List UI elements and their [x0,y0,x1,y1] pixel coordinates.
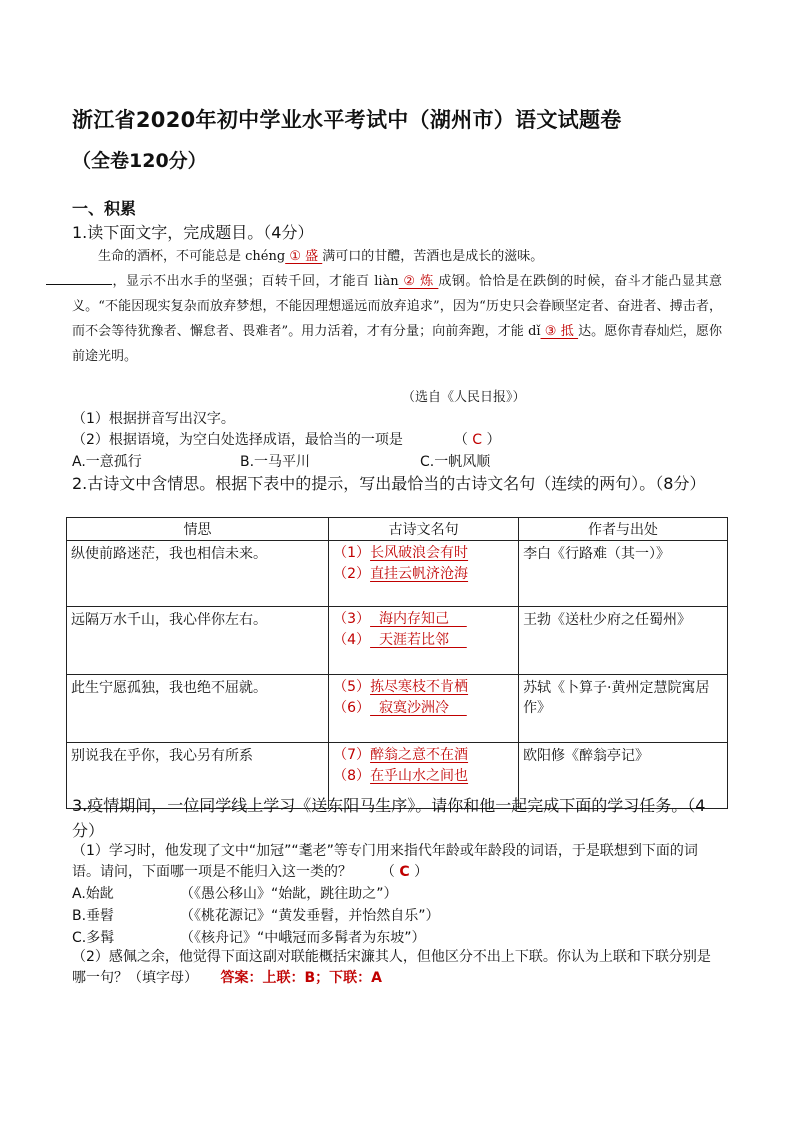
answer-bracket: （ [380,864,400,880]
question-3-prompt: 3.疫情期间，一位同学线上学习《送东阳马生序》。请你和他一起完成下面的学习任务。（4分） [72,796,706,840]
question-1-sub-1: （1）根据拼音写出汉字。 [72,411,235,427]
answer-letter: C [472,432,483,448]
answer-bracket: ） [409,864,429,880]
answer-blank-2: ② 炼 [398,274,439,289]
answer-blank-3: ③ 抵 [540,324,579,339]
table-row [67,541,728,607]
question-3-sub-2 [72,947,722,989]
passage-text: 满可口的甘醴，苦酒也是成长的滋味。 [322,249,544,264]
idiom-blank [46,270,112,285]
sub-1-text: （1）学习时，他发现了文中“加冠”“耄老”等专门用来指代年龄或年龄段的词语，于是联想到下面的词语。请问，下面哪一项是不能归入这一类的？ [72,843,698,880]
quote-line: （2）直挂云帆济沧海 [333,566,469,582]
option-a: A.始龀 [72,886,114,902]
exam-title: 浙江省2020年初中学业水平考试中（湖州市）语文试题卷 [72,108,622,132]
source-cell: 欧阳修《醉翁亭记》 [519,743,728,809]
passage-source: （选自《人民日报》） [402,390,526,405]
answer-blank-1: ① 盛 [285,249,323,264]
section-heading: 一、积累 [72,199,137,218]
question-1-passage [72,244,722,369]
quote-line: （8）在乎山水之间也 [333,768,469,784]
poem-table [66,517,728,809]
source-cell: 王勃《送杜少府之任蜀州》 [519,607,728,675]
option-b-note: （《桃花源记》“黄发垂髫，并怡然自乐”） [180,908,440,924]
feeling-cell: 远隔万水千山，我心伴你左右。 [67,607,329,675]
feeling-cell: 纵使前路迷茫，我也相信未来。 [67,541,329,607]
table-header-row [67,518,728,541]
table-row [67,675,728,743]
answer-bracket: ） [482,432,501,448]
feeling-cell: 此生宁愿孤独，我也绝不屈就。 [67,675,329,743]
quote-cell [329,675,519,743]
exam-subtitle: （全卷120分） [72,150,207,172]
header-cell: 情思 [67,518,329,541]
feeling-cell: 别说我在乎你，我心另有所系 [67,743,329,809]
option-a-note: （《愚公移山》“始龀，跳往助之”） [180,886,398,902]
source-cell: 李白《行路难（其一）》 [519,541,728,607]
quote-line: （5）拣尽寒枝不肯栖 [333,679,469,695]
option-a: A.一意孤行 [72,454,142,470]
option-b: B.一马平川 [240,454,311,470]
header-cell: 作者与出处 [519,518,728,541]
question-1-prompt: 1.读下面文字，完成题目。（4分） [72,223,314,242]
option-b: B.垂髫 [72,908,115,924]
answer-bracket: （ [453,432,473,448]
option-c: C.一帆风顺 [420,454,491,470]
header-cell: 古诗文名句 [329,518,519,541]
answer-letter: C [399,864,410,880]
quote-line: （1）长风破浪会有时 [333,545,469,561]
passage-text: 成钢。恰恰是在跌倒的时候，奋斗才能凸显其意义。“不能因现实复杂而放弃梦想，不能因理想遥远而放弃追求”，因为“历史只会眷顾坚定者、奋进者、搏击者，而不会等待犹豫者、懈怠者、畏难者”。用力活着，才有分量；向前奔跑，才能 dǐ [72,274,722,339]
answer-text: 答案：上联：B；下联：A [220,970,382,986]
quote-line: （4） 天涯若比邻 [333,632,467,648]
quote-cell [329,541,519,607]
question-1-sub-2 [72,429,501,449]
sub-2-text: （2）感佩之余，他觉得下面这副对联能概括宋濂其人，但他区分不出上下联。你认为上联和下联分别是哪一句？（填字母） [72,949,711,986]
quote-line: （6） 寂寞沙洲冷 [333,700,467,716]
question-2-prompt: 2.古诗文中含情思。根据下表中的提示，写出最恰当的古诗文名句（连续的两句）。（8分） [72,474,706,493]
quote-line: （7）醉翁之意不在酒 [333,747,469,763]
sub-2-text: （2）根据语境，为空白处选择成语，最恰当的一项是 [72,432,403,448]
passage-text: ，显示不出水手的坚强；百转千回，才能百 liàn [112,274,399,289]
quote-line: （3） 海内存知己 [333,611,467,627]
source-cell: 苏轼《卜算子·黄州定慧院寓居作》 [519,675,728,743]
table-row [67,607,728,675]
question-3-sub-1 [72,841,722,883]
quote-cell [329,607,519,675]
option-c: C.多髯 [72,930,115,946]
passage-text: 达。愿你青春灿烂，愿你前途光明。 [72,324,722,364]
passage-text: 生命的酒杯，不可能总是 chéng [98,249,286,264]
option-c-note: （《核舟记》“中峨冠而多髯者为东坡”） [180,930,426,946]
